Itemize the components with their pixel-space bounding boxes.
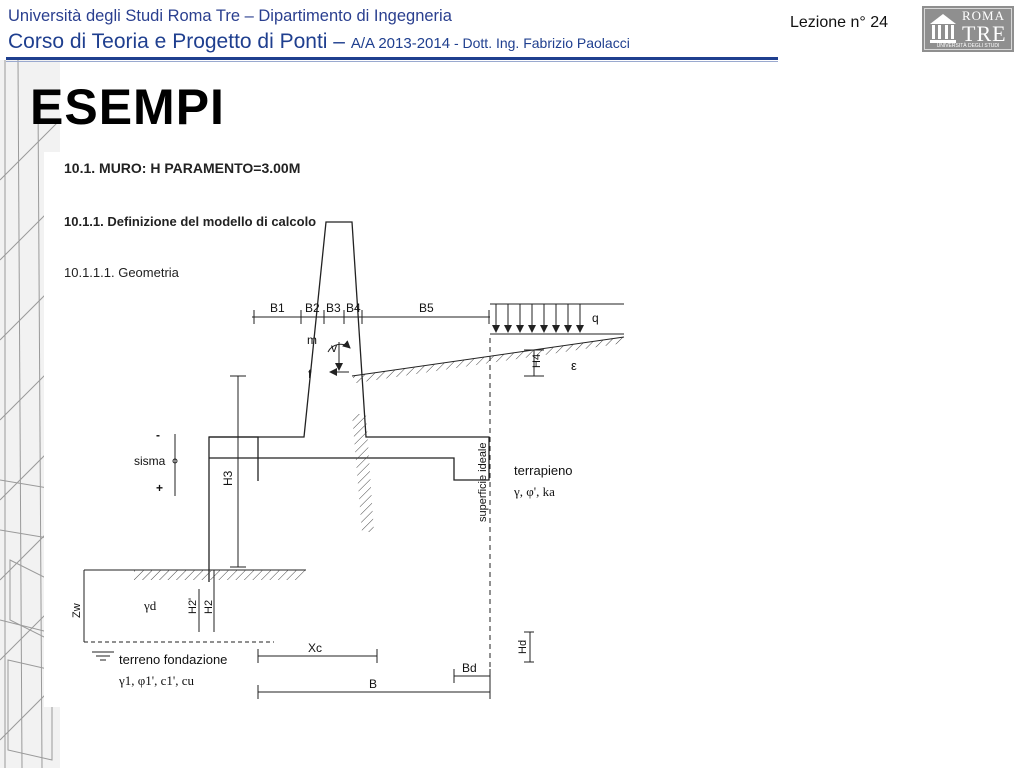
label-Xc: Xc <box>308 641 323 655</box>
temple-icon <box>928 12 958 44</box>
label-Hd: Hd <box>517 639 529 654</box>
subsection-heading: 10.1.1. Definizione del modello di calcolo <box>64 214 317 229</box>
label-H3: H3 <box>221 470 235 486</box>
label-terrapieno: terrapieno <box>514 463 573 478</box>
university-line: Università degli Studi Roma Tre – Dipartimento di Ingegneria <box>8 7 452 25</box>
label-terreno-fondazione: terreno fondazione <box>119 652 228 667</box>
label-epsilon: ε <box>571 358 577 373</box>
label-B2: B2 <box>305 301 320 315</box>
label-plus: + <box>156 481 164 495</box>
top-dimension-line <box>252 310 490 324</box>
label-B5: B5 <box>419 301 434 315</box>
section-heading: 10.1. MURO: H PARAMENTO=3.00M <box>64 160 301 176</box>
header-divider-thin <box>6 61 778 62</box>
label-terrapieno-params: γ, φ', ka <box>514 484 555 499</box>
water-table-icon <box>92 652 114 660</box>
academic-year: A/A 2013-2014 <box>350 35 451 52</box>
Zw-dimension <box>84 570 274 642</box>
logo-roma-text: ROMA <box>962 8 1006 23</box>
label-q: q <box>592 311 599 325</box>
logo-tre-text: TRE <box>962 21 1007 46</box>
label-B3: B3 <box>326 301 341 315</box>
backfill-slope-hatch <box>352 337 624 383</box>
label-B: B <box>369 677 378 691</box>
sisma-arrows <box>173 434 177 496</box>
slide-title: ESEMPI <box>30 79 225 135</box>
logo-caption: UNIVERSITÀ DEGLI STUDI <box>936 43 1000 49</box>
retaining-wall-diagram <box>44 152 644 707</box>
label-sisma: sisma <box>134 454 166 468</box>
label-f: f <box>308 367 312 381</box>
label-Bd: Bd <box>462 661 477 675</box>
label-terreno-params: γ1, φ1', c1', cu <box>119 673 194 688</box>
wall-outline <box>209 222 489 582</box>
header-divider <box>6 57 778 60</box>
label-v: v <box>331 341 337 355</box>
label-H4: H4 <box>531 353 543 368</box>
course-name: Corso di Teoria e Progetto di Ponti – <box>8 30 351 53</box>
label-Zw: Zw <box>71 603 83 618</box>
label-superficie: superficie ideale <box>477 442 489 522</box>
label-gd: γd <box>144 598 157 613</box>
label-minus: - <box>156 428 160 442</box>
wall-back-hatch <box>352 414 374 532</box>
professor-name: - Dott. Ing. Fabrizio Paolacci <box>450 35 630 51</box>
label-H2: H2 <box>203 599 215 614</box>
roma-tre-logo <box>922 6 1014 52</box>
lesson-number: Lezione n° 24 <box>790 14 889 31</box>
label-B4: B4 <box>346 301 361 315</box>
course-line <box>8 30 630 54</box>
label-B1: B1 <box>270 301 285 315</box>
slide-header <box>0 0 1024 72</box>
subsubsection-heading: 10.1.1.1. Geometria <box>64 265 179 280</box>
distributed-load <box>490 304 624 334</box>
label-m: m <box>307 333 317 347</box>
label-H2-prime: H2' <box>187 597 199 614</box>
front-ground-hatch <box>134 570 306 580</box>
